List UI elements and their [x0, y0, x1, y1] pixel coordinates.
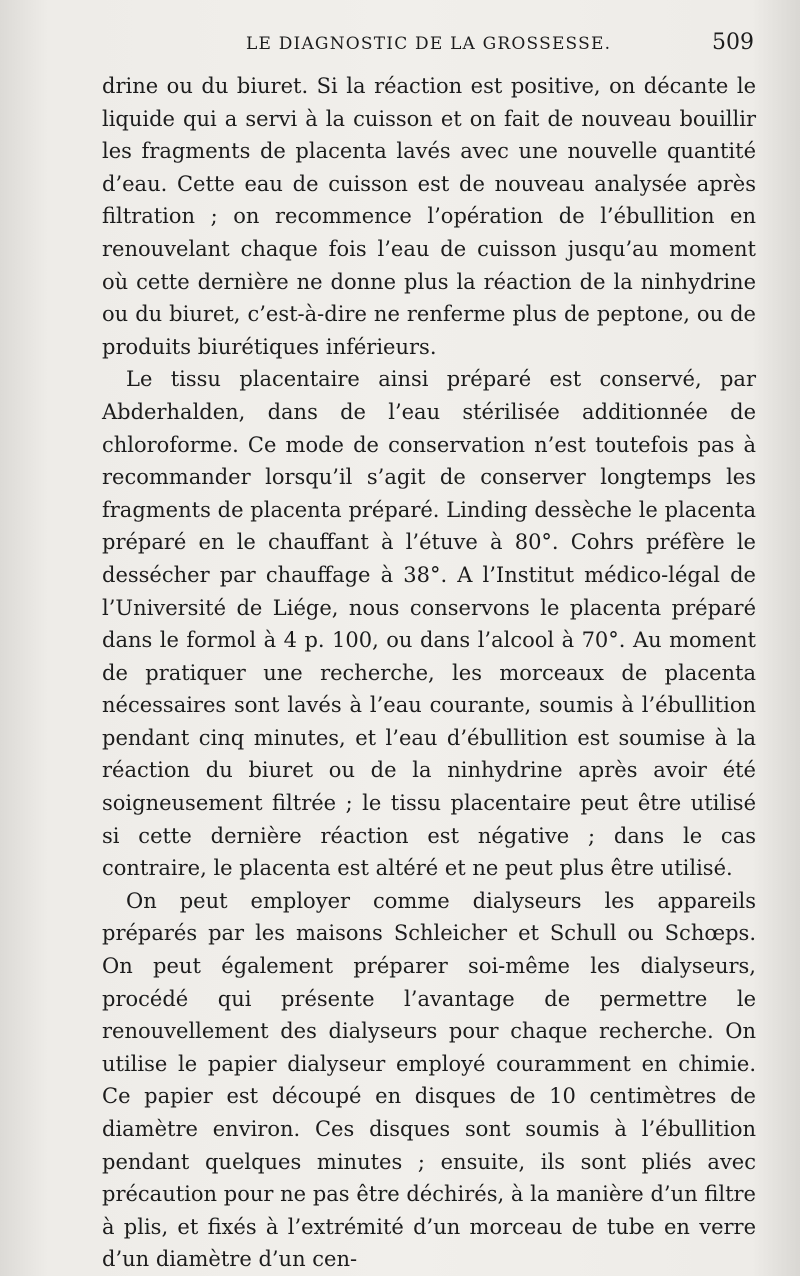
body-text [102, 70, 756, 1276]
paragraph-3: On peut employer comme dialyseurs les appareils préparés par les maisons Schleicher et Schull ou Schœps. On peut également préparer soi-même les dialyseurs, procédé qui présente l’avantage de permettre le renouvellement des dialyseurs pour chaque recherche. On utilise le papier dialyseur employé couramment en chimie. Ce papier est découpé en disques de 10 centimètres de diamètre environ. Ces disques sont soumis à l’ébullition pendant quelques minutes ; ensuite, ils sont pliés avec précaution pour ne pas être déchirés, à la manière d’un filtre à plis, et fixés à l’extrémité d’un morceau de tube en verre d’un diamètre d’un cen- [102, 888, 756, 1272]
page-header [0, 30, 800, 62]
paragraph-2: Le tissu placentaire ainsi préparé est conservé, par Abderhalden, dans de l’eau stérilisée additionnée de chloroforme. Ce mode de conservation n’est toutefois pas à recommander lorsqu’il s’agit de conserver longtemps les fragments de placenta préparé. Linding dessèche le placenta préparé en le chauffant à l’étuve à 80°. Cohrs préfère le dessécher par chauffage à 38°. A l’Institut médico-légal de l’Université de Liége, nous conservons le placenta préparé dans le formol à 4 p. 100, ou dans l’alcool à 70°. Au moment de pratiquer une recherche, les morceaux de placenta nécessaires sont lavés à l’eau courante, soumis à l’ébullition pendant cinq minutes, et l’eau d’ébullition est soumise à la réaction du biuret ou de la ninhydrine après avoir été soigneusement filtrée ; le tissu placentaire peut être utilisé si cette dernière réaction est négative ; dans le cas contraire, le placenta est altéré et ne peut plus être utilisé. [102, 367, 756, 881]
running-title: LE DIAGNOSTIC DE LA GROSSESSE. [246, 34, 612, 54]
page-number: 509 [712, 30, 754, 55]
paragraph-1: drine ou du biuret. Si la réaction est positive, on décante le liquide qui a servi à la cuisson et on fait de nouveau bouillir les fragments de placenta lavés avec une nouvelle quantité d’eau. Cette eau de cuisson est de nouveau analysée après filtration ; on recommence l’opération de l’ébullition en renouvelant chaque fois l’eau de cuisson jusqu’au moment où cette dernière ne donne plus la réaction de la ninhydrine ou du biuret, c’est-à-dire ne renferme plus de peptone, ou de produits biurétiques inférieurs. [102, 74, 756, 359]
